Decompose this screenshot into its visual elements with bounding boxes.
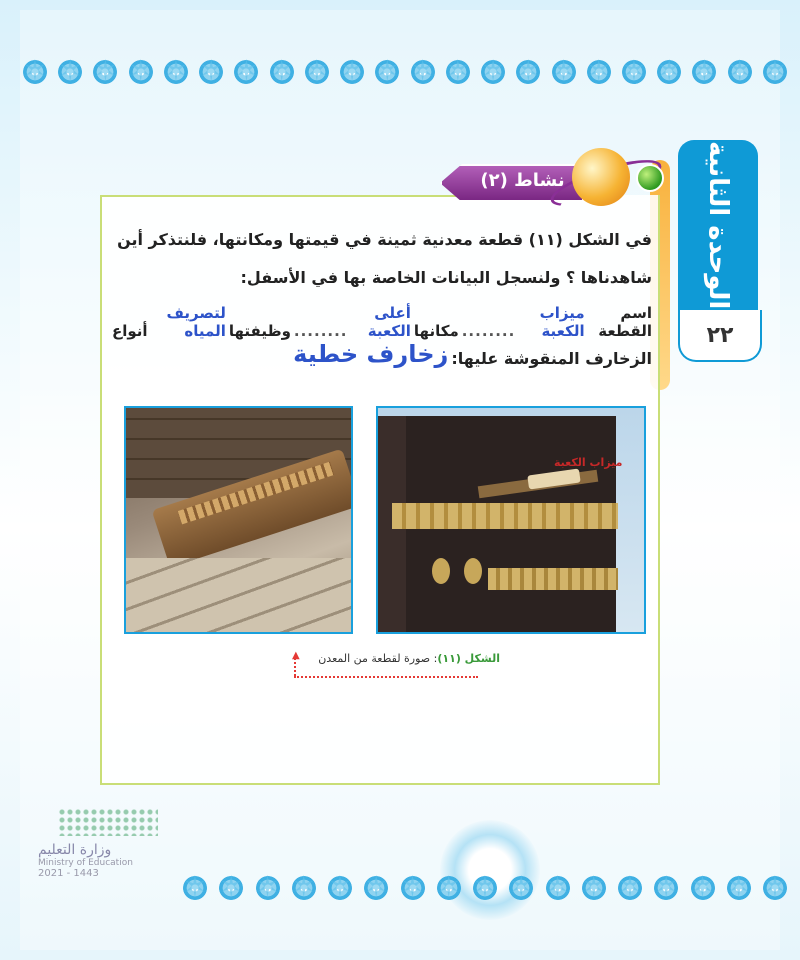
flower-icon	[398, 873, 428, 903]
wooden-planks	[126, 558, 351, 632]
flower-icon	[325, 873, 355, 903]
ministry-year: 2021 - 1443	[38, 868, 99, 879]
flower-icon	[579, 873, 609, 903]
medallion-icon	[464, 558, 482, 584]
flower-icon	[724, 873, 754, 903]
bottom-flower-border	[180, 868, 790, 908]
flower-icon	[478, 57, 508, 87]
spout-closeup-photo	[124, 406, 353, 634]
flower-icon	[688, 873, 718, 903]
kaaba-gold-band	[488, 568, 618, 590]
name-label: اسم القطعة	[598, 304, 652, 340]
flower-icon	[549, 57, 579, 87]
flower-icon	[513, 57, 543, 87]
caption-pointer-line	[294, 658, 296, 676]
flower-icon	[302, 57, 332, 87]
flower-icon	[651, 873, 681, 903]
dots-filler: ........	[461, 322, 516, 340]
ministry-logo-icon	[58, 808, 158, 836]
flower-icon	[619, 57, 649, 87]
unit-title: الوحدة الثانية	[703, 140, 733, 310]
ministry-name-en: Ministry of Education	[38, 858, 133, 868]
flower-icon	[337, 57, 367, 87]
flower-icon	[20, 57, 50, 87]
ministry-watermark	[38, 808, 168, 879]
flower-icon	[372, 57, 402, 87]
ministry-name-ar: وزارة التعليم	[38, 842, 112, 858]
activity-text-line2: شاهدناها ؟ ولنسجل البيانات الخاصة بها في الأسفل:	[240, 268, 652, 287]
flower-icon	[584, 57, 614, 87]
activity-fill-line	[112, 304, 652, 340]
decor-answer: زخارف خطية	[293, 340, 449, 368]
flower-icon	[615, 873, 645, 903]
kaaba-gold-band	[392, 503, 618, 529]
flower-icon	[161, 57, 191, 87]
place-label: مكانها	[413, 322, 459, 340]
flower-icon	[408, 57, 438, 87]
flower-icon	[506, 873, 536, 903]
name-answer: ميزاب الكعبة	[539, 304, 585, 340]
flower-icon	[760, 873, 790, 903]
place-answer: أعلى الكعبة	[367, 304, 411, 340]
function-answer: لتصريف المياه	[166, 304, 226, 340]
flower-icon	[55, 57, 85, 87]
flower-icon	[253, 873, 283, 903]
function-label: وظيفتها	[228, 322, 291, 340]
page-number: ٢٢	[678, 310, 762, 362]
photo-label: ميزاب الكعبة	[554, 456, 623, 469]
flower-icon	[196, 57, 226, 87]
flower-icon	[543, 873, 573, 903]
caption-underline	[294, 676, 478, 678]
activity-decor-line	[112, 340, 652, 368]
flower-icon	[361, 873, 391, 903]
figure-caption-text: : صورة لقطعة من المعدن	[318, 652, 438, 665]
flower-icon	[654, 57, 684, 87]
activity-label: نشاط (٢)	[480, 170, 565, 191]
figure-number: الشكل (١١)	[437, 652, 500, 665]
flower-icon	[90, 57, 120, 87]
medallion-icon	[432, 558, 450, 584]
flower-icon	[443, 57, 473, 87]
flower-icon	[126, 57, 156, 87]
flower-icon	[725, 57, 755, 87]
flower-icon	[180, 873, 210, 903]
flower-icon	[289, 873, 319, 903]
arrow-up-icon: ▲	[292, 650, 300, 661]
green-dot-icon	[636, 164, 664, 192]
flower-icon	[689, 57, 719, 87]
decor-label: الزخارف المنقوشة عليها:	[451, 349, 652, 368]
activity-text-line1: في الشكل (١١) قطعة معدنية ثمينة في قيمتها ومكانتها، فلنتذكر أين	[117, 230, 652, 249]
figure-caption	[300, 652, 500, 665]
kaaba-photo	[376, 406, 646, 634]
types-label: أنواع	[112, 322, 148, 340]
flower-icon	[231, 57, 261, 87]
dots-filler: ........	[293, 322, 348, 340]
flower-icon	[470, 873, 500, 903]
top-flower-border	[20, 52, 790, 92]
flower-icon	[267, 57, 297, 87]
unit-tab	[678, 140, 758, 310]
flower-icon	[216, 873, 246, 903]
planet-icon	[572, 148, 630, 206]
flower-icon	[434, 873, 464, 903]
flower-icon	[760, 57, 790, 87]
